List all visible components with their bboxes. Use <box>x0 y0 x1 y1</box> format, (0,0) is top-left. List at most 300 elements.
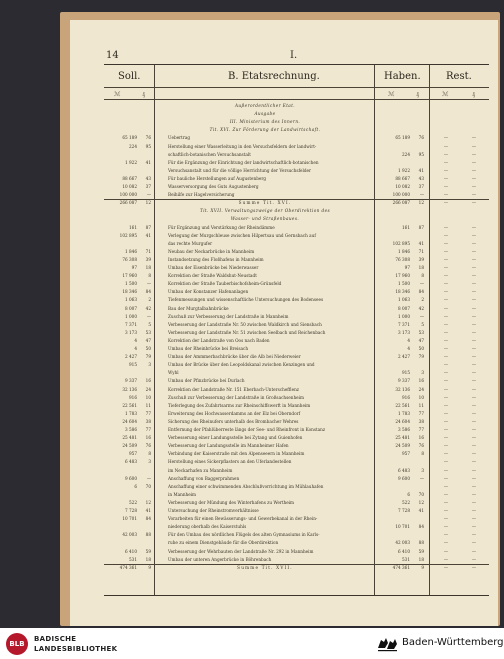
soll-mark-amount: 531 <box>129 556 137 562</box>
soll-pfennig-amount: 18 <box>145 265 151 270</box>
haben-mark-amount: 957 <box>402 451 410 457</box>
rest-pfennig-dash: — <box>471 281 477 287</box>
soll-pfennig-amount: 9 <box>148 564 151 570</box>
soll-pfennig-amount: 84 <box>145 516 151 522</box>
soll-mark-amount: 161 <box>129 224 137 230</box>
entry-text: Umbau der Konstanzer Hafenanlagen <box>168 289 249 295</box>
haben-mark-amount: 102 895 <box>392 240 410 246</box>
haben-pfennig-amount: 2 <box>421 297 424 303</box>
mark-currency-symbol: ℳ <box>442 91 449 98</box>
haben-mark-amount: 24 509 <box>395 443 410 449</box>
rest-pfennig-dash: — <box>471 508 477 513</box>
soll-pfennig-amount: 16 <box>145 378 151 384</box>
mark-currency-symbol: ℳ <box>388 91 395 98</box>
soll-mark-amount: 1 783 <box>125 410 137 416</box>
haben-mark-amount: 1 000 <box>398 313 410 319</box>
soll-mark-amount: 8 007 <box>125 305 137 311</box>
baden-wuerttemberg-lions-icon <box>376 634 398 652</box>
rest-mark-dash: — <box>443 281 449 287</box>
rest-pfennig-dash: — <box>471 297 477 303</box>
soll-mark-amount: 7 371 <box>125 321 137 327</box>
soll-mark-amount: 7 728 <box>125 508 137 513</box>
entry-text: Entfernung der Pfahlüberreste längs der See- und Rheinfront in Konstanz <box>168 427 326 432</box>
soll-pfennig-amount: 38 <box>145 418 151 424</box>
soll-pfennig-amount: 12 <box>145 499 151 505</box>
entry-text: das rechte Murgufer <box>168 240 213 246</box>
haben-mark-amount: 1 922 <box>398 167 410 173</box>
haben-mark-amount: 161 <box>402 224 410 230</box>
soll-mark-amount: 10 082 <box>122 184 137 189</box>
rest-pfennig-dash: — <box>471 337 477 343</box>
haben-pfennig-amount: 37 <box>418 184 424 189</box>
haben-mark-amount: 88 667 <box>395 175 410 181</box>
haben-pfennig-amount: — <box>419 192 424 198</box>
rest-mark-dash: — <box>443 273 449 279</box>
rest-mark-dash: — <box>443 313 449 319</box>
rest-pfennig-dash: — <box>471 354 477 360</box>
rest-mark-dash: — <box>443 459 449 465</box>
rest-pfennig-dash: — <box>471 289 477 295</box>
soll-mark-amount: 1 063 <box>125 297 137 303</box>
rest-pfennig-dash: — <box>471 394 477 400</box>
soll-pfennig-amount: 71 <box>145 248 151 254</box>
haben-pfennig-amount: 16 <box>418 378 424 384</box>
rest-mark-dash: — <box>443 524 449 530</box>
haben-mark-amount: 10 082 <box>395 184 410 189</box>
entry-text: Bau der Murgtalbahnbrücke <box>168 305 229 311</box>
rest-mark-dash: — <box>443 337 449 343</box>
soll-pfennig-amount: — <box>146 281 151 287</box>
entry-text: schaftlich-botanischen Versuchsanstalt <box>168 151 251 157</box>
ledger-table <box>104 64 489 596</box>
entry-text: Verbindung der Kaiserstraße mit den Alpenseeern in Mannheim <box>168 451 305 457</box>
rest-mark-dash: — <box>443 305 449 311</box>
rest-pfennig-dash: — <box>471 459 477 465</box>
haben-pfennig-amount: 71 <box>418 248 424 254</box>
section-roman-numeral: I. <box>290 50 298 61</box>
rest-mark-dash: — <box>443 354 449 360</box>
rest-pfennig-dash: — <box>471 483 477 489</box>
section-heading: Wasser- und Straßenbaues. <box>230 216 300 222</box>
soll-mark-amount: 6 <box>134 483 137 489</box>
rest-mark-dash: — <box>443 491 449 497</box>
haben-mark-amount: 1 783 <box>398 410 410 416</box>
rest-mark-dash: — <box>443 483 449 489</box>
haben-mark-amount: 24 604 <box>395 418 410 424</box>
soll-mark-amount: 6 410 <box>125 548 137 554</box>
section-heading: Tit. XVI. Zur Förderung der Landwirtschaft. <box>209 127 321 133</box>
rest-pfennig-dash: — <box>471 265 477 270</box>
soll-pfennig-amount: 18 <box>145 556 151 562</box>
soll-mark-amount: 24 509 <box>122 443 137 449</box>
rest-pfennig-dash: — <box>471 443 477 449</box>
soll-pfennig-amount: 59 <box>145 548 151 554</box>
soll-mark-amount: 2 427 <box>125 354 137 360</box>
rest-mark-dash: — <box>443 346 449 351</box>
haben-mark-amount: 915 <box>402 370 410 376</box>
rest-mark-dash: — <box>443 248 449 254</box>
soll-mark-amount: 102 895 <box>119 232 137 238</box>
rest-mark-dash: — <box>443 427 449 432</box>
rest-mark-dash: — <box>443 135 449 141</box>
sum-row-label: Summe Tit. XVI. <box>238 200 292 206</box>
soll-mark-amount: 1 000 <box>125 313 137 319</box>
document-title: B. Etatsrechnung. <box>228 71 320 82</box>
rest-pfennig-dash: — <box>471 475 477 481</box>
soll-pfennig-amount: 43 <box>145 175 151 181</box>
soll-pfennig-amount: 3 <box>148 459 151 465</box>
entry-text: Umbau der Pfinzbrücke bei Durlach <box>168 378 245 384</box>
soll-pfennig-amount: 95 <box>145 143 151 149</box>
library-name-line2: LANDESBIBLIOTHEK <box>34 645 118 653</box>
soll-pfennig-amount: 77 <box>145 427 151 432</box>
soll-pfennig-amount: 2 <box>148 297 151 303</box>
soll-mark-amount: 9 600 <box>125 475 137 481</box>
column-divider <box>154 65 155 595</box>
header-rule <box>104 87 489 88</box>
haben-pfennig-amount: 41 <box>418 167 424 173</box>
rest-pfennig-dash: — <box>471 143 477 149</box>
entry-text: Anschaffung einer schwimmenden Abschlußvorrichtung im Mühlauhafen <box>168 483 324 489</box>
rest-mark-dash: — <box>443 362 449 368</box>
entry-text: in Mannheim <box>168 491 197 497</box>
soll-pfennig-amount: 41 <box>145 159 151 165</box>
entry-text: Vorarbeiten für einen Bewässerungs- und Gewerbekanal in der Rhein- <box>168 516 318 522</box>
soll-mark-amount: 474 361 <box>119 564 137 570</box>
rest-mark-dash: — <box>443 232 449 238</box>
pfennig-currency-symbol: ₰ <box>472 91 475 98</box>
rest-mark-dash: — <box>443 224 449 230</box>
rest-pfennig-dash: — <box>471 362 477 368</box>
soll-pfennig-amount: 77 <box>145 410 151 416</box>
haben-pfennig-amount: 12 <box>418 499 424 505</box>
haben-pfennig-amount: 42 <box>418 305 424 311</box>
rest-mark-dash: — <box>443 451 449 457</box>
soll-mark-amount: 522 <box>129 499 137 505</box>
soll-pfennig-amount: 87 <box>145 224 151 230</box>
rest-pfennig-dash: — <box>471 418 477 424</box>
haben-mark-amount: 9 600 <box>398 475 410 481</box>
haben-mark-amount: 8 007 <box>398 305 410 311</box>
rest-pfennig-dash: — <box>471 151 477 157</box>
rest-pfennig-dash: — <box>471 305 477 311</box>
rest-pfennig-dash: — <box>471 499 477 505</box>
soll-pfennig-amount: 39 <box>145 256 151 262</box>
haben-mark-amount: 32 136 <box>395 386 410 392</box>
haben-mark-amount: 7 728 <box>398 508 410 513</box>
rest-pfennig-dash: — <box>471 200 477 206</box>
pfennig-currency-symbol: ₰ <box>416 91 419 98</box>
soll-pfennig-amount: — <box>146 475 151 481</box>
soll-mark-amount: 10 701 <box>122 516 137 522</box>
haben-pfennig-amount: 76 <box>418 135 424 141</box>
soll-mark-amount: 266 087 <box>119 200 137 206</box>
soll-mark-amount: 9 337 <box>125 378 137 384</box>
entry-text: Umbau der Brücke über den Leopoldskanal zwischen Kenzingen und <box>168 362 315 368</box>
soll-mark-amount: 3 173 <box>125 329 137 335</box>
soll-mark-amount: 17 960 <box>122 273 137 279</box>
soll-pfennig-amount: 5 <box>148 321 151 327</box>
haben-mark-amount: 22 561 <box>395 402 410 408</box>
rest-pfennig-dash: — <box>471 378 477 384</box>
haben-mark-amount: 9 337 <box>398 378 410 384</box>
rest-pfennig-dash: — <box>471 491 477 497</box>
rest-pfennig-dash: — <box>471 175 477 181</box>
soll-mark-amount: 1 846 <box>125 248 137 254</box>
haben-pfennig-amount: 41 <box>418 240 424 246</box>
rest-mark-dash: — <box>443 443 449 449</box>
entry-text: Verlegung der Murgschleuse zwischen Hilpertsau und Gernsbach auf <box>168 232 316 238</box>
haben-mark-amount: 97 <box>404 265 410 270</box>
entry-text: Anschaffung von Baggerprahmen <box>168 475 240 481</box>
haben-column-header: Haben. <box>384 71 421 82</box>
rest-pfennig-dash: — <box>471 402 477 408</box>
page-number: 14 <box>106 50 119 61</box>
rest-mark-dash: — <box>443 265 449 270</box>
haben-pfennig-amount: 3 <box>421 467 424 473</box>
entry-text: Beihilfe zur Hagelversicherung <box>168 192 235 198</box>
rest-mark-dash: — <box>443 467 449 473</box>
haben-pfennig-amount: 12 <box>418 200 424 206</box>
soll-mark-amount: 22 561 <box>122 402 137 408</box>
rest-mark-dash: — <box>443 556 449 562</box>
soll-mark-amount: 88 667 <box>122 175 137 181</box>
haben-mark-amount: 266 087 <box>392 200 410 206</box>
haben-mark-amount: 10 701 <box>395 524 410 530</box>
rest-mark-dash: — <box>443 289 449 295</box>
soll-mark-amount: 224 <box>129 143 137 149</box>
soll-mark-amount: 3 586 <box>125 427 137 432</box>
haben-mark-amount: 916 <box>402 394 410 400</box>
soll-mark-amount: 6 483 <box>125 459 137 465</box>
entry-text: Für die Ergänzung der Einrichtung der landwirtschaftlich-botanischen <box>168 159 319 165</box>
soll-mark-amount: 4 <box>134 337 137 343</box>
sum-rule <box>104 564 489 565</box>
haben-pfennig-amount: 38 <box>418 418 424 424</box>
rest-pfennig-dash: — <box>471 386 477 392</box>
haben-pfennig-amount: 76 <box>418 443 424 449</box>
rest-pfennig-dash: — <box>471 248 477 254</box>
section-heading: Außerordentlicher Etat. <box>234 103 296 108</box>
rest-pfennig-dash: — <box>471 540 477 546</box>
haben-pfennig-amount: 59 <box>418 548 424 554</box>
rest-mark-dash: — <box>443 386 449 392</box>
pfennig-currency-symbol: ₰ <box>142 91 145 98</box>
soll-pfennig-amount: 37 <box>145 184 151 189</box>
column-divider <box>429 65 430 595</box>
rest-pfennig-dash: — <box>471 564 477 570</box>
rest-pfennig-dash: — <box>471 329 477 335</box>
haben-pfennig-amount: 8 <box>421 273 424 279</box>
rest-mark-dash: — <box>443 240 449 246</box>
rest-mark-dash: — <box>443 564 449 570</box>
soll-pfennig-amount: 88 <box>145 532 151 538</box>
haben-pfennig-amount: 5 <box>421 321 424 327</box>
rest-pfennig-dash: — <box>471 184 477 189</box>
soll-pfennig-amount: 84 <box>145 289 151 295</box>
rest-mark-dash: — <box>443 540 449 546</box>
entry-text: Verbesserung einer Landungsstelle bei Zytang und Guienhofen <box>168 435 303 441</box>
haben-mark-amount: 100 000 <box>392 192 410 198</box>
soll-column-header: Soll. <box>118 71 141 82</box>
haben-pfennig-amount: 11 <box>418 402 424 408</box>
entry-text: Instandsetzung des Floßhafens in Mannheim <box>168 256 264 262</box>
soll-mark-amount: 76 308 <box>122 256 137 262</box>
entry-text: ruhe zu einem Dienstgebäude für die Oberdirektion <box>168 540 279 546</box>
soll-pfennig-amount: 8 <box>148 273 151 279</box>
haben-pfennig-amount: 18 <box>418 265 424 270</box>
haben-pfennig-amount: 50 <box>418 346 424 351</box>
soll-pfennig-amount: 42 <box>145 305 151 311</box>
rest-mark-dash: — <box>443 143 449 149</box>
haben-mark-amount: 3 173 <box>398 329 410 335</box>
haben-pfennig-amount: 84 <box>418 524 424 530</box>
rest-mark-dash: — <box>443 184 449 189</box>
entry-text: Verbesserung der Landstraße Nr. 51 zwischen Seelbach und Reichenbach <box>168 329 326 335</box>
entry-text: Umbau der Eisenbrücke bei Niederwasser <box>168 265 259 270</box>
rest-mark-dash: — <box>443 516 449 522</box>
entry-text: Umbau der Rheinbrücke bei Breisach <box>168 346 249 351</box>
haben-pfennig-amount: 79 <box>418 354 424 360</box>
entry-text: Umbau der unteren Angerbrücke in Böhrenbach <box>168 556 272 562</box>
rest-pfennig-dash: — <box>471 427 477 432</box>
soll-mark-amount: 916 <box>129 394 137 400</box>
haben-mark-amount: 6 410 <box>398 548 410 554</box>
entry-text: Erweiterung des Hochwasserdamms an der Elz bei Oberndorf <box>168 410 301 416</box>
haben-pfennig-amount: 9 <box>421 564 424 570</box>
rest-mark-dash: — <box>443 410 449 416</box>
soll-pfennig-amount: 10 <box>145 394 151 400</box>
entry-text: Für Ergänzung und Verstärkung der Rheindämme <box>168 224 275 230</box>
haben-mark-amount: 4 <box>407 346 410 351</box>
rest-mark-dash: — <box>443 435 449 441</box>
soll-pfennig-amount: 76 <box>145 443 151 449</box>
soll-mark-amount: 1 922 <box>125 159 137 165</box>
soll-pfennig-amount: 76 <box>145 135 151 141</box>
entry-text: Uebertrag <box>168 135 191 141</box>
rest-pfennig-dash: — <box>471 224 477 230</box>
rest-pfennig-dash: — <box>471 556 477 562</box>
rest-pfennig-dash: — <box>471 135 477 141</box>
rest-mark-dash: — <box>443 151 449 157</box>
mark-currency-symbol: ℳ <box>114 91 121 98</box>
rest-pfennig-dash: — <box>471 548 477 554</box>
haben-pfennig-amount: 41 <box>418 508 424 513</box>
haben-pfennig-amount: 16 <box>418 435 424 441</box>
rest-mark-dash: — <box>443 200 449 206</box>
soll-mark-amount: 32 136 <box>122 386 137 392</box>
rest-mark-dash: — <box>443 548 449 554</box>
haben-mark-amount: 7 371 <box>398 321 410 327</box>
haben-pfennig-amount: — <box>419 475 424 481</box>
soll-pfennig-amount: — <box>146 192 151 198</box>
haben-mark-amount: 531 <box>402 556 410 562</box>
rest-pfennig-dash: — <box>471 524 477 530</box>
haben-mark-amount: 17 960 <box>395 273 410 279</box>
rest-mark-dash: — <box>443 175 449 181</box>
soll-pfennig-amount: 24 <box>145 386 151 392</box>
rest-pfennig-dash: — <box>471 256 477 262</box>
soll-mark-amount: 65 189 <box>122 135 137 141</box>
entry-text: Neubau der Neckarbrücke in Mannheim <box>168 248 255 254</box>
entry-text: Verbesserung der Wehrbauten der Landstraße Nr. 292 in Mannheim <box>168 548 314 554</box>
soll-pfennig-amount: 11 <box>145 402 151 408</box>
soll-mark-amount: 100 000 <box>119 192 137 198</box>
soll-pfennig-amount: 53 <box>145 329 151 335</box>
soll-pfennig-amount: 16 <box>145 435 151 441</box>
haben-mark-amount: 2 427 <box>398 354 410 360</box>
haben-pfennig-amount: 84 <box>418 289 424 295</box>
entry-text: Zuschuß zur Verbesserung der Landstraße in Mannheim <box>168 313 289 319</box>
rest-mark-dash: — <box>443 378 449 384</box>
soll-mark-amount: 18 346 <box>122 289 137 295</box>
entry-text: Herstellung einer Wasserleitung in den Versuchsfeldern der landwirt- <box>168 143 317 149</box>
entry-text: Sicherung des Rheinufers unterhalb des Brombacher Wehres <box>168 418 299 424</box>
soll-pfennig-amount: 41 <box>145 232 151 238</box>
rest-mark-dash: — <box>443 297 449 303</box>
section-heading: III. Ministerium des Innern. <box>229 119 301 125</box>
rest-mark-dash: — <box>443 508 449 513</box>
haben-mark-amount: 224 <box>402 151 410 157</box>
haben-mark-amount: 6 <box>407 491 410 497</box>
soll-mark-amount: 97 <box>131 265 137 270</box>
haben-pfennig-amount: 95 <box>418 151 424 157</box>
blb-logo-icon: BLB <box>6 633 28 655</box>
rest-pfennig-dash: — <box>471 346 477 351</box>
soll-pfennig-amount: 12 <box>145 200 151 206</box>
haben-pfennig-amount: 43 <box>418 175 424 181</box>
haben-mark-amount: 522 <box>402 499 410 505</box>
rest-mark-dash: — <box>443 159 449 165</box>
haben-pfennig-amount: 77 <box>418 410 424 416</box>
rest-mark-dash: — <box>443 192 449 198</box>
haben-mark-amount: 1 063 <box>398 297 410 303</box>
soll-mark-amount: 4 <box>134 346 137 351</box>
haben-pfennig-amount: 10 <box>418 394 424 400</box>
soll-pfennig-amount: 79 <box>145 354 151 360</box>
haben-mark-amount: 1 846 <box>398 248 410 254</box>
rest-pfennig-dash: — <box>471 435 477 441</box>
entry-text: Zuschuß zur Verbesserung der Landstraße in Großsachsenheim <box>168 394 304 400</box>
rest-pfennig-dash: — <box>471 159 477 165</box>
rest-mark-dash: — <box>443 499 449 505</box>
soll-pfennig-amount: 47 <box>145 337 151 343</box>
entry-text: niederung oberhalb des Kaiserstuhls <box>168 524 247 530</box>
haben-mark-amount: 4 <box>407 337 410 343</box>
haben-pfennig-amount: 70 <box>418 491 424 497</box>
entry-text: Korrektion der Straße Tauberbischofsheim-Grünsfeld <box>168 281 282 287</box>
haben-mark-amount: 42 003 <box>395 540 410 546</box>
haben-pfennig-amount: 88 <box>418 540 424 546</box>
soll-mark-amount: 42 003 <box>122 532 137 538</box>
entry-text: Versuchsanstalt und für die völlige Herrichtung der Versuchsfelder <box>168 167 312 173</box>
rest-pfennig-dash: — <box>471 321 477 327</box>
haben-mark-amount: 65 189 <box>395 135 410 141</box>
rest-mark-dash: — <box>443 256 449 262</box>
entry-text: Verbesserung der Mündung des Winterhafens zu Wertheim <box>168 499 295 505</box>
soll-mark-amount: 1 500 <box>125 281 137 287</box>
haben-pfennig-amount: 8 <box>421 451 424 457</box>
soll-pfennig-amount: 3 <box>148 362 151 368</box>
rest-mark-dash: — <box>443 167 449 173</box>
haben-pfennig-amount: 3 <box>421 370 424 376</box>
entry-text: Korrektion der Straße Waldshut-Neustadt <box>168 273 257 279</box>
rest-pfennig-dash: — <box>471 467 477 473</box>
entry-text: Für den Umbau des nördlichen Flügels des alten Gymnasiums in Karls- <box>168 532 320 538</box>
haben-mark-amount: 76 308 <box>395 256 410 262</box>
rest-mark-dash: — <box>443 394 449 400</box>
soll-pfennig-amount: 50 <box>145 346 151 351</box>
